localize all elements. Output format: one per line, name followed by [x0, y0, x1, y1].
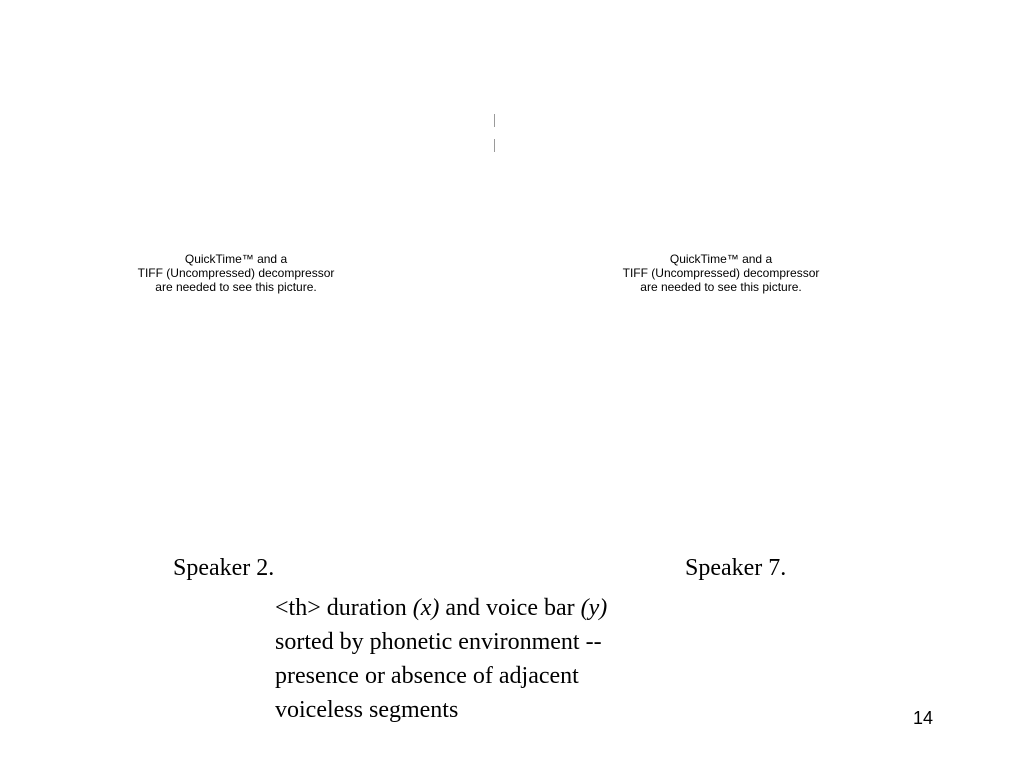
slide-caption [275, 591, 695, 727]
quicktime-placeholder-left [106, 252, 366, 294]
placeholder-line: TIFF (Uncompressed) decompressor [622, 266, 820, 280]
quicktime-placeholder-right [591, 252, 851, 294]
caption-text: and voice bar [439, 595, 581, 621]
divider-tick-bottom [494, 139, 495, 152]
placeholder-line: are needed to see this picture. [155, 280, 317, 294]
caption-text: <th> duration [275, 595, 413, 621]
page-number: 14 [912, 708, 934, 728]
placeholder-line: TIFF (Uncompressed) decompressor [137, 266, 335, 280]
placeholder-line: QuickTime™ and a [669, 252, 773, 266]
caption-line-2: sorted by phonetic environment -- [275, 629, 602, 655]
speaker-label-right: Speaker 7. [685, 555, 787, 581]
placeholder-line: QuickTime™ and a [184, 252, 288, 266]
speaker-label-left: Speaker 2. [173, 555, 275, 581]
caption-x-variable: (x) [412, 595, 440, 621]
divider-tick-top [494, 114, 495, 127]
caption-line-4: voiceless segments [275, 697, 459, 723]
placeholder-line: are needed to see this picture. [640, 280, 802, 294]
caption-y-variable: (y) [580, 595, 608, 621]
caption-line-3: presence or absence of adjacent [275, 663, 579, 689]
caption-line-1 [275, 591, 695, 625]
